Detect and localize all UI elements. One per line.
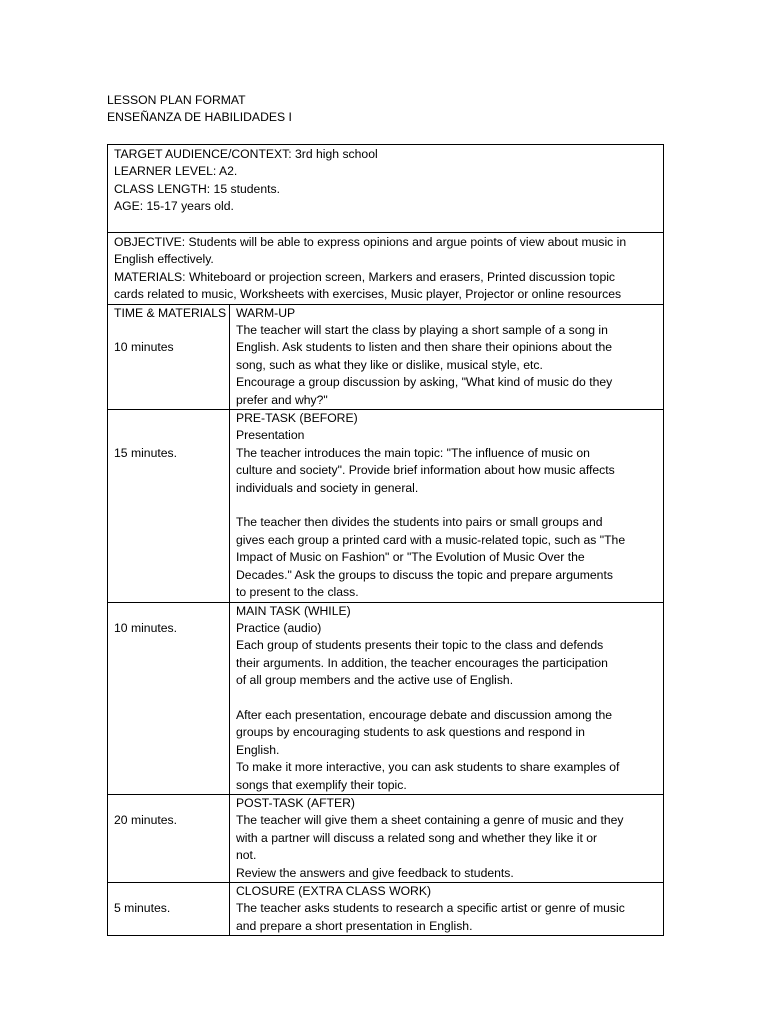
document-subtitle: ENSEÑANZA DE HABILIDADES I — [107, 110, 292, 124]
learner-level: LEARNER LEVEL: A2. — [114, 164, 238, 179]
pretask-line: The teacher then divides the students into pairs or small groups and — [236, 515, 603, 530]
closure-row — [108, 883, 664, 936]
closure-line: The teacher asks students to research a specific artist or genre of music — [236, 901, 625, 916]
warmup-time: 10 minutes — [114, 340, 174, 355]
maintask-line: Each group of students presents their topic to the class and defends — [236, 638, 604, 653]
pretask-time-cell — [108, 410, 230, 602]
posttask-line: not. — [236, 848, 257, 863]
maintask-time: 10 minutes. — [114, 620, 178, 635]
pretask-line: The teacher introduces the main topic: "The influence of music on — [236, 445, 590, 460]
maintask-line: English. — [236, 742, 280, 757]
maintask-line: songs that exemplify their topic. — [236, 777, 407, 792]
objective-row — [108, 233, 664, 305]
warmup-row — [108, 304, 664, 409]
pretask-line: to present to the class. — [236, 585, 359, 600]
posttask-line: with a partner will discuss a related song and whether they like it or — [236, 830, 598, 845]
lesson-plan-table — [107, 144, 664, 936]
closure-title: CLOSURE (EXTRA CLASS WORK) — [236, 884, 432, 898]
maintask-row — [108, 602, 664, 794]
objective-cell — [108, 233, 664, 305]
closure-time: 5 minutes. — [114, 901, 171, 916]
warmup-title: WARM-UP — [236, 305, 296, 320]
maintask-time-cell — [108, 602, 230, 794]
posttask-content-cell — [230, 794, 664, 882]
posttask-time-cell — [108, 794, 230, 882]
pretask-row — [108, 410, 664, 602]
posttask-line: The teacher will give them a sheet containing a genre of music and they — [236, 813, 624, 828]
age: AGE: 15-17 years old. — [114, 199, 234, 214]
posttask-line: Review the answers and give feedback to students. — [236, 865, 514, 880]
warmup-line: The teacher will start the class by playing a short sample of a song in — [236, 323, 608, 338]
pretask-line: culture and society". Provide brief information about how music affects — [236, 463, 615, 478]
objective-line: English effectively. — [114, 252, 214, 267]
warmup-time-cell — [108, 304, 230, 409]
context-cell — [108, 145, 664, 233]
materials-line: MATERIALS: Whiteboard or projection screen, Markers and erasers, Printed discussion topic — [114, 269, 616, 284]
pretask-subtitle: Presentation — [236, 428, 305, 443]
posttask-row — [108, 794, 664, 882]
pretask-line: gives each group a printed card with a music-related topic, such as "The — [236, 532, 626, 547]
maintask-line: of all group members and the active use of English. — [236, 673, 514, 688]
maintask-subtitle: Practice (audio) — [236, 620, 322, 635]
posttask-time: 20 minutes. — [114, 813, 178, 828]
target-audience: TARGET AUDIENCE/CONTEXT: 3rd high school — [114, 147, 378, 161]
posttask-title: POST-TASK (AFTER) — [236, 795, 355, 810]
pretask-title: PRE-TASK (BEFORE) — [236, 411, 358, 426]
objective-line: OBJECTIVE: Students will be able to express opinions and argue points of view about music in — [114, 235, 627, 249]
maintask-line: groups by encouraging students to ask questions and respond in — [236, 725, 585, 740]
warmup-line: English. Ask students to listen and then share their opinions about the — [236, 340, 613, 355]
class-length: CLASS LENGTH: 15 students. — [114, 181, 280, 196]
pretask-time: 15 minutes. — [114, 445, 178, 460]
closure-line: and prepare a short presentation in English. — [236, 918, 473, 933]
pretask-line: Impact of Music on Fashion" or "The Evolution of Music Over the — [236, 550, 585, 565]
warmup-content-cell — [230, 304, 664, 409]
pretask-content-cell — [230, 410, 664, 602]
warmup-line: song, such as what they like or dislike, musical style, etc. — [236, 357, 543, 372]
materials-line: cards related to music, Worksheets with exercises, Music player, Projector or online resources — [114, 287, 622, 302]
closure-time-cell — [108, 883, 230, 936]
pretask-line: individuals and society in general. — [236, 480, 419, 495]
context-row — [108, 145, 664, 233]
warmup-line: Encourage a group discussion by asking, "What kind of music do they — [236, 375, 613, 390]
maintask-line: After each presentation, encourage debate and discussion among the — [236, 707, 613, 722]
maintask-line: their arguments. In addition, the teacher encourages the participation — [236, 655, 608, 670]
pretask-line: Decades." Ask the groups to discuss the topic and prepare arguments — [236, 567, 613, 582]
document-title: LESSON PLAN FORMAT — [107, 93, 246, 107]
column-header: TIME & MATERIALS — [114, 305, 227, 320]
closure-content-cell — [230, 883, 664, 936]
maintask-title: MAIN TASK (WHILE) — [236, 603, 351, 618]
maintask-line: To make it more interactive, you can ask students to share examples of — [236, 760, 620, 775]
warmup-line: prefer and why?" — [236, 392, 328, 407]
maintask-content-cell — [230, 602, 664, 794]
